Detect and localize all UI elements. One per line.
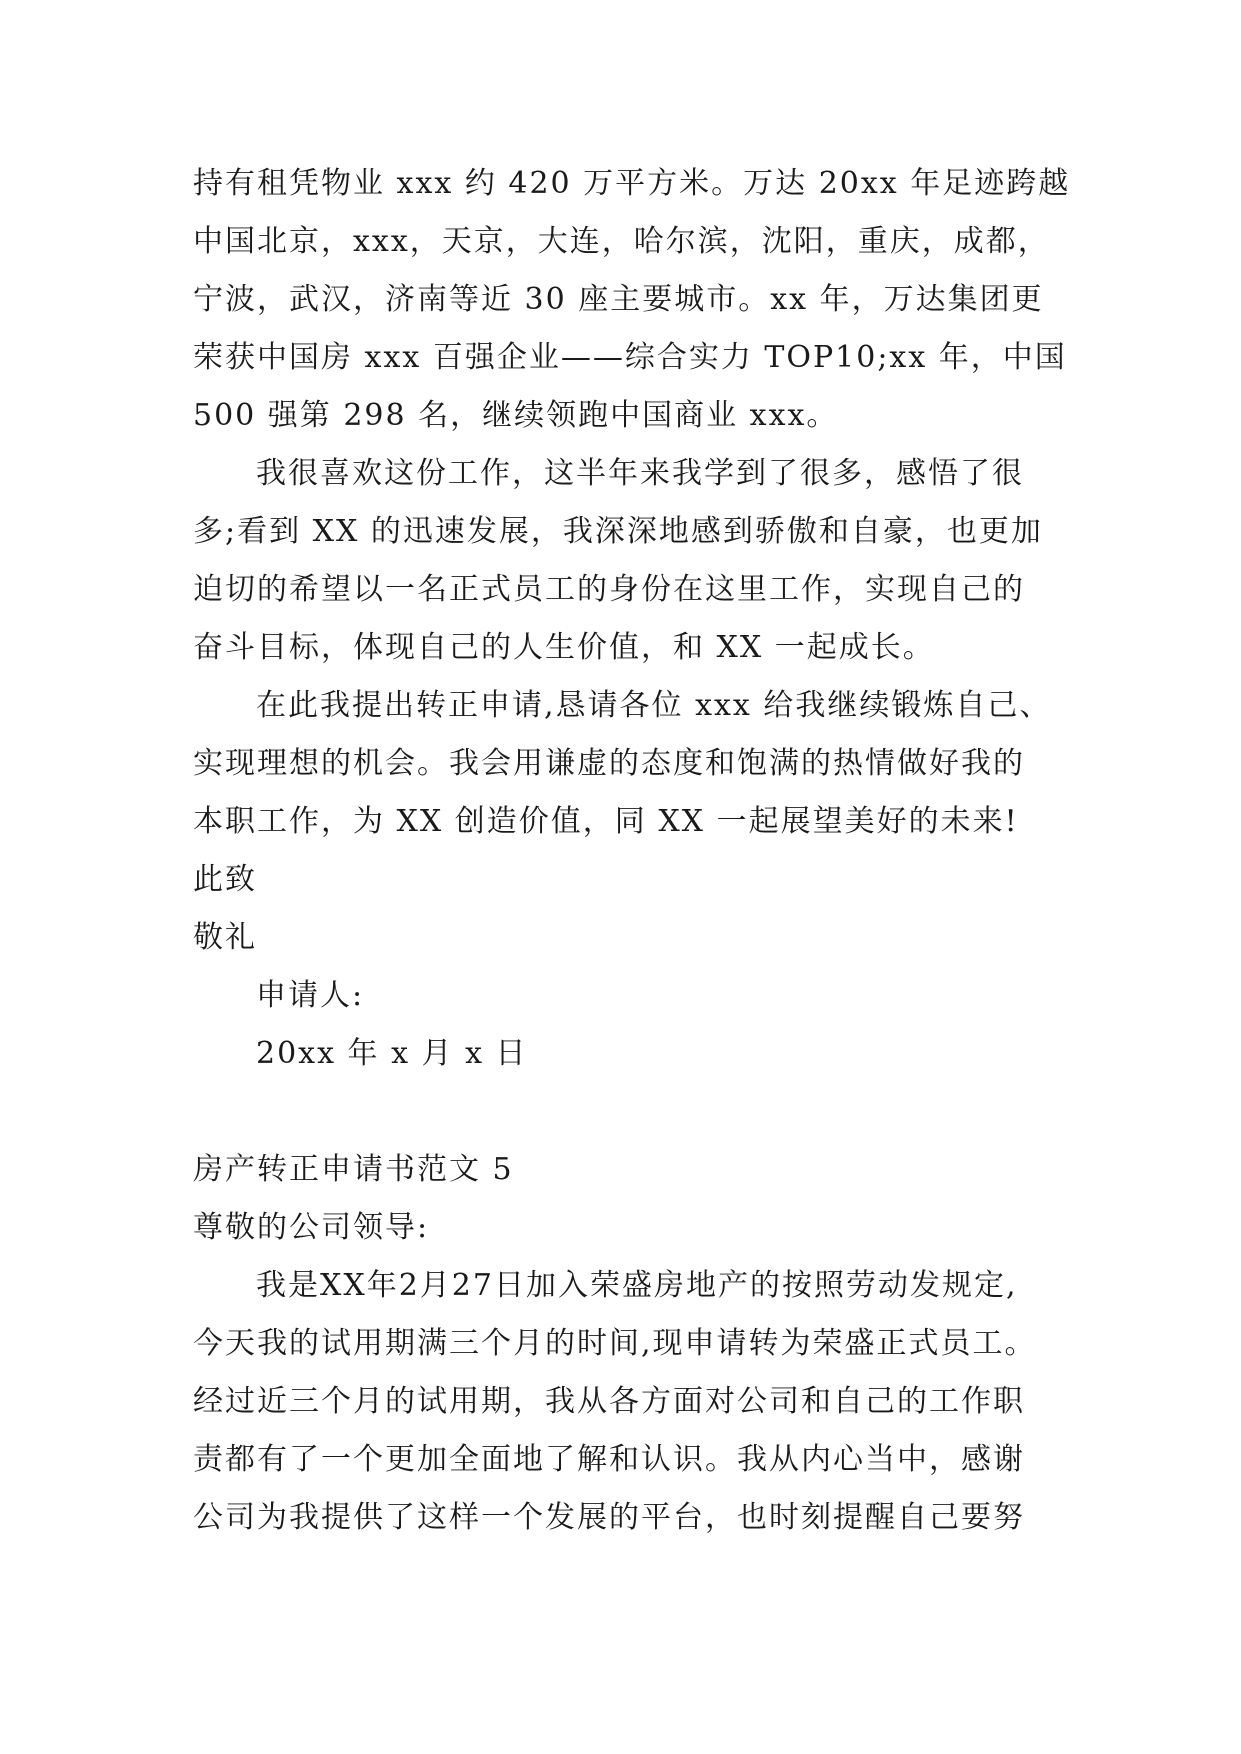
section5-line-3: 经过近三个月的试用期，我从各方面对公司和自己的工作职 [193,1384,1025,1419]
paragraph-1-line-4: 荣获中国房 xxx 百强企业——综合实力 TOP10;xx 年，中国 [193,340,1067,375]
paragraph-2-line-4: 奋斗目标，体现自己的人生价值，和 XX 一起成长。 [193,630,935,665]
paragraph-1-line-5: 500 强第 298 名，继续领跑中国商业 xxx。 [193,398,839,433]
paragraph-1-line-1: 持有租凭物业 xxx 约 420 万平方米。万达 20xx 年足迹跨越 [193,166,1071,201]
paragraph-1-line-3: 宁波，武汉，济南等近 30 座主要城市。xx 年，万达集团更 [193,282,1044,317]
paragraph-2-line-2: 多;看到 XX 的迅速发展，我深深地感到骄傲和自豪，也更加 [193,514,1043,549]
salutation: 尊敬的公司领导: [193,1210,430,1245]
closing-line-2: 敬礼 [193,920,257,955]
section-title: 房产转正申请书范文 5 [193,1152,514,1187]
paragraph-3-line-2: 实现理想的机会。我会用谦虚的态度和饱满的热情做好我的 [193,746,1025,781]
section5-line-2: 今天我的试用期满三个月的时间,现申请转为荣盛正式员工。 [193,1326,1037,1361]
section5-line-1: 我是XX年2月27日加入荣盛房地产的按照劳动发规定, [256,1268,1018,1303]
applicant-label: 申请人: [256,978,365,1013]
paragraph-1-line-2: 中国北京，xxx，天京，大连，哈尔滨，沈阳，重庆，成都， [193,224,1050,259]
paragraph-2-line-3: 迫切的希望以一名正式员工的身份在这里工作，实现自己的 [193,572,1025,607]
section5-line-4: 责都有了一个更加全面地了解和认识。我从内心当中，感谢 [193,1442,1025,1477]
paragraph-2-line-1: 我很喜欢这份工作，这半年来我学到了很多，感悟了很 [256,456,1024,491]
section5-line-5: 公司为我提供了这样一个发展的平台，也时刻提醒自己要努 [193,1500,1025,1535]
closing-line-1: 此致 [193,862,257,897]
date-line: 20xx 年 x 月 x 日 [256,1036,528,1071]
paragraph-3-line-1: 在此我提出转正申请,恳请各位 xxx 给我继续锻炼自己、 [256,688,1052,723]
paragraph-3-line-3: 本职工作，为 XX 创造价值，同 XX 一起展望美好的未来! [193,804,1019,839]
